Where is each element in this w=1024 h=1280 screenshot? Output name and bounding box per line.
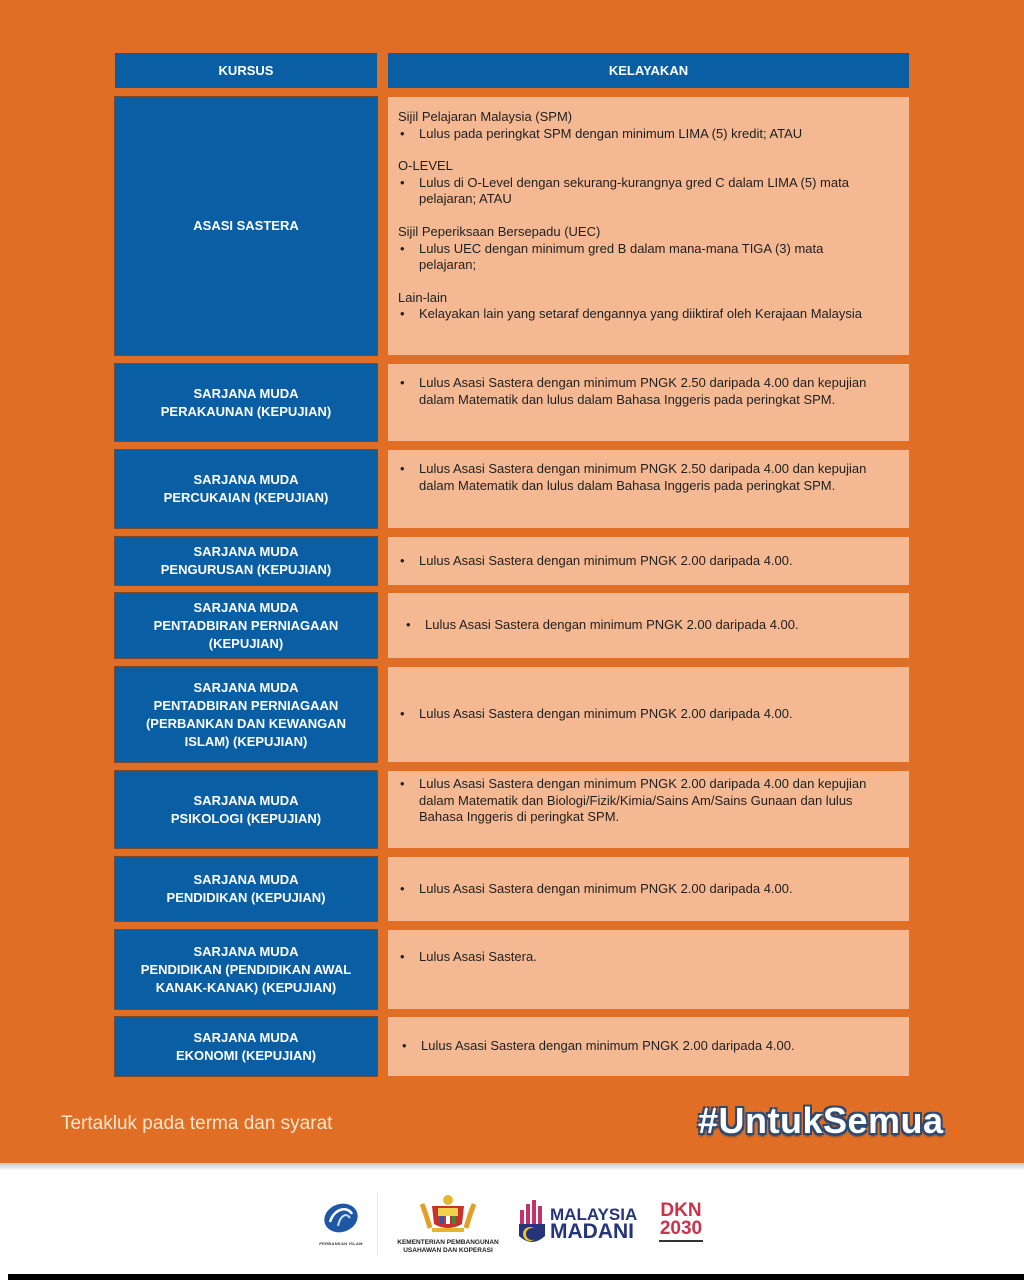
bullet-text: Kelayakan lain yang setaraf dengannya yang diiktiraf oleh Kerajaan Malaysia — [419, 306, 863, 322]
bullet-text: Lulus Asasi Sastera dengan minimum PNGK 2.00 daripada 4.00 dan kepujian dalam Matematik dan Biologi/Fizik/Kimia/Sains Am/Sains Gunaan dan lulus Bahasa Inggeris di peringkat SPM. — [419, 776, 867, 825]
qualification-title: Sijil Pelajaran Malaysia (SPM) — [398, 109, 573, 124]
header-kursus — [115, 53, 377, 88]
course-name: SARJANA MUDA PENGURUSAN (KEPUJIAN) — [160, 544, 332, 577]
bullet-icon: • — [400, 776, 405, 791]
bullet-icon: • — [400, 461, 405, 476]
course-cell — [115, 667, 377, 762]
header-kelayakan — [388, 53, 909, 88]
course-cell — [115, 857, 377, 921]
bullet-text: Lulus Asasi Sastera dengan minimum PNGK 2.00 daripada 4.00. — [425, 617, 799, 633]
bullet-icon: • — [400, 174, 405, 190]
qualification-title: Sijil Peperiksaan Bersepadu (UEC) — [398, 223, 601, 239]
bullet-icon: • — [400, 375, 405, 390]
bullet-item — [398, 375, 879, 408]
course-cell — [115, 930, 377, 1009]
perbankan-islam-label: PERBANKAN ISLAM — [319, 1241, 363, 1246]
eligibility-cell — [388, 857, 909, 921]
bullet-item — [398, 1038, 879, 1055]
bullet-text: Lulus Asasi Sastera dengan minimum PNGK 2.00 daripada 4.00. — [421, 1038, 795, 1054]
bullet-icon: • — [400, 306, 405, 322]
header-kelayakan-label: KELAYAKAN — [608, 63, 689, 78]
qualification-title: O-LEVEL — [398, 158, 453, 174]
bullet-item — [398, 461, 879, 494]
dkn-2030-logo — [656, 1202, 706, 1248]
course-name: SARJANA MUDA PSIKOLOGI (KEPUJIAN) — [170, 792, 322, 826]
course-name: SARJANA MUDA PENDIDIKAN (PENDIDIKAN AWAL KANAK-KANAK) (KEPUJIAN) — [140, 943, 352, 995]
bullet-item — [398, 306, 879, 323]
kementerian-label-line1: KEMENTERIAN PEMBANGUNAN — [397, 1239, 499, 1246]
eligibility-cell — [388, 450, 909, 528]
terms-note: Tertakluk pada terma dan syarat — [61, 1113, 333, 1134]
course-name: SARJANA MUDA EKONOMI (KEPUJIAN) — [175, 1029, 317, 1063]
bullet-item — [398, 126, 879, 143]
eligibility-cell — [388, 771, 909, 848]
hashtag-untuksemua: #UntukSemua — [698, 1100, 944, 1141]
bullet-text: Lulus pada peringkat SPM dengan minimum LIMA (5) kredit; ATAU — [419, 125, 803, 141]
course-cell — [115, 97, 377, 355]
madani-wordmark — [550, 1205, 638, 1243]
bullet-icon: • — [402, 1038, 407, 1054]
eligibility-cell — [388, 537, 909, 585]
bullet-icon: • — [400, 880, 405, 896]
course-name: SARJANA MUDA PENTADBIRAN PERNIAGAAN (KEPUJIAN) — [153, 599, 339, 651]
eligibility-cell — [388, 930, 909, 1009]
course-cell — [115, 1017, 377, 1076]
bullet-icon: • — [400, 125, 405, 141]
bottom-black-bar — [8, 1274, 1024, 1280]
bullet-item — [398, 881, 879, 898]
perbankan-islam-logo — [318, 1200, 364, 1250]
course-name: SARJANA MUDA PERAKAUNAN (KEPUJIAN) — [160, 385, 332, 419]
bullet-item — [398, 617, 879, 634]
eligibility-cell — [388, 593, 909, 658]
eligibility-cell — [388, 97, 909, 355]
bullet-item — [398, 553, 879, 570]
bullet-icon: • — [400, 240, 405, 256]
logo-strip — [0, 1190, 1024, 1260]
course-cell — [115, 364, 377, 441]
kementerian-label — [392, 1239, 504, 1254]
bullet-text: Lulus di O-Level dengan sekurang-kurangnya gred C dalam LIMA (5) mata pelajaran; ATAU — [419, 174, 849, 207]
bullet-item — [398, 241, 879, 274]
qualification-section — [398, 158, 879, 208]
bullet-item — [398, 776, 879, 826]
bullet-text: Lulus Asasi Sastera dengan minimum PNGK 2.00 daripada 4.00. — [419, 706, 793, 722]
qualification-section — [398, 290, 879, 323]
bullet-text: Lulus Asasi Sastera dengan minimum PNGK 2.50 daripada 4.00 dan kepujian dalam Matematik dan lulus dalam Bahasa Inggeris pada peringkat SPM. — [419, 375, 867, 407]
dkn-underline — [659, 1240, 703, 1242]
malaysia-madani-logo — [518, 1200, 644, 1250]
bullet-icon: • — [400, 706, 405, 722]
kementerian-label-line2: USAHAWAN DAN KOPERASI — [403, 1246, 493, 1254]
dkn-line1: DKN — [660, 1200, 702, 1221]
bullet-text: Lulus Asasi Sastera. — [419, 949, 537, 964]
course-name: ASASI SASTERA — [193, 218, 299, 233]
bullet-icon: • — [406, 617, 411, 633]
bullet-item — [398, 949, 879, 966]
bullet-text: Lulus UEC dengan minimum gred B dalam mana-mana TIGA (3) mata pelajaran; — [419, 240, 824, 273]
course-cell — [115, 537, 377, 585]
madani-hand-icon — [518, 1200, 548, 1248]
header-kursus-label: KURSUS — [218, 63, 274, 78]
bullet-icon: • — [400, 552, 405, 568]
bullet-icon: • — [400, 949, 405, 964]
malaysia-coat-of-arms-icon — [392, 1194, 504, 1234]
qualification-section — [398, 224, 879, 274]
eligibility-cell — [388, 667, 909, 762]
kementerian-logo — [392, 1194, 504, 1256]
course-cell — [115, 771, 377, 848]
eligibility-cell — [388, 364, 909, 441]
madani-line2: MADANI — [550, 1220, 634, 1243]
bullet-text: Lulus Asasi Sastera dengan minimum PNGK 2.50 daripada 4.00 dan kepujian dalam Matematik dan lulus dalam Bahasa Inggeris pada peringkat SPM. — [419, 461, 867, 493]
dkn-line2: 2030 — [659, 1218, 703, 1239]
bullet-item — [398, 706, 879, 723]
course-cell — [115, 593, 377, 658]
madani-line1: MALAYSIA — [550, 1205, 638, 1224]
logo-divider — [377, 1192, 378, 1256]
course-name: SARJANA MUDA PENDIDIKAN (KEPUJIAN) — [166, 872, 326, 905]
qualification-title: Lain-lain — [398, 289, 448, 305]
bullet-item — [398, 175, 879, 208]
bullet-text: Lulus Asasi Sastera dengan minimum PNGK 2.00 daripada 4.00. — [419, 880, 793, 896]
footer-divider-shadow — [0, 1163, 1024, 1171]
eligibility-cell — [388, 1017, 909, 1076]
course-name: SARJANA MUDA PENTADBIRAN PERNIAGAAN (PERBANKAN DAN KEWANGAN ISLAM) (KEPUJIAN) — [145, 679, 347, 749]
course-cell — [115, 450, 377, 528]
bullet-text: Lulus Asasi Sastera dengan minimum PNGK 2.00 daripada 4.00. — [419, 552, 793, 568]
qualification-section — [398, 109, 879, 142]
perbankan-islam-emblem-icon — [318, 1200, 364, 1236]
course-name: SARJANA MUDA PERCUKAIAN (KEPUJIAN) — [163, 472, 329, 505]
